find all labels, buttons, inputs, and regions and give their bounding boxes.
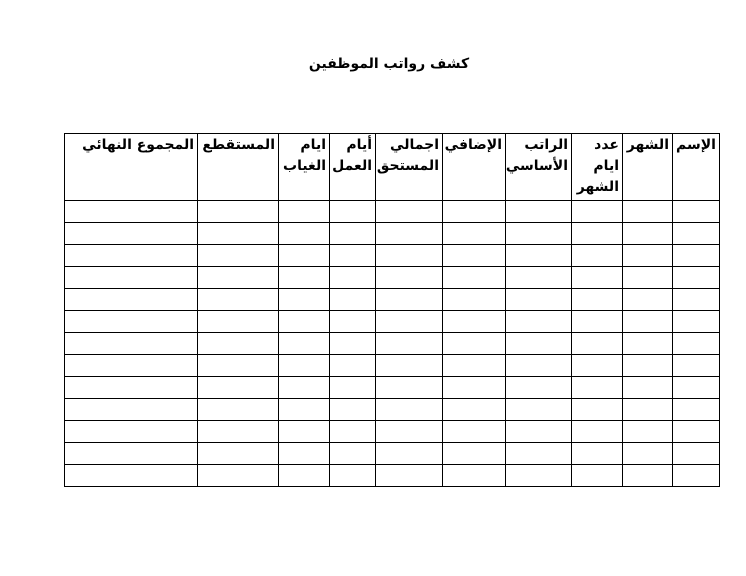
table-cell[interactable]: [65, 399, 198, 421]
table-cell[interactable]: [198, 421, 279, 443]
header-row: [65, 134, 720, 201]
table-cell[interactable]: [198, 355, 279, 377]
table-cell[interactable]: [443, 399, 506, 421]
table-cell[interactable]: [279, 465, 330, 487]
table-cell[interactable]: [376, 421, 443, 443]
table-cell[interactable]: [279, 223, 330, 245]
table-cell[interactable]: [623, 355, 673, 377]
table-cell[interactable]: [376, 289, 443, 311]
header-line: اجمالي: [390, 137, 439, 153]
header-line: أيام: [346, 137, 372, 153]
column-header-total-due: [376, 134, 443, 201]
table-cell[interactable]: [572, 223, 623, 245]
table-cell[interactable]: [65, 333, 198, 355]
table-cell[interactable]: [572, 201, 623, 223]
table-cell[interactable]: [623, 245, 673, 267]
table-cell[interactable]: [443, 311, 506, 333]
table-cell[interactable]: [572, 355, 623, 377]
table-cell[interactable]: [623, 443, 673, 465]
table-cell[interactable]: [279, 289, 330, 311]
table-cell[interactable]: [623, 399, 673, 421]
column-header-days-in-month: [572, 134, 623, 201]
table-cell[interactable]: [443, 333, 506, 355]
table-cell[interactable]: [279, 355, 330, 377]
table-row: [65, 267, 720, 289]
table-cell[interactable]: [330, 333, 376, 355]
table-cell[interactable]: [65, 443, 198, 465]
table-row: [65, 465, 720, 487]
table-cell[interactable]: [65, 311, 198, 333]
table-cell[interactable]: [330, 399, 376, 421]
table-cell[interactable]: [623, 377, 673, 399]
header-line: المجموع النهائي: [82, 137, 194, 153]
table-cell[interactable]: [376, 377, 443, 399]
table-cell[interactable]: [376, 201, 443, 223]
table-cell[interactable]: [506, 289, 572, 311]
table-cell[interactable]: [376, 399, 443, 421]
table-cell[interactable]: [198, 267, 279, 289]
table-cell[interactable]: [198, 465, 279, 487]
table-cell[interactable]: [506, 399, 572, 421]
table-cell[interactable]: [506, 223, 572, 245]
table-cell[interactable]: [673, 201, 720, 223]
column-header-month: [623, 134, 673, 201]
table-cell[interactable]: [279, 311, 330, 333]
table-cell[interactable]: [506, 421, 572, 443]
table-cell[interactable]: [376, 267, 443, 289]
table-cell[interactable]: [623, 289, 673, 311]
table-row: [65, 421, 720, 443]
table-cell[interactable]: [673, 377, 720, 399]
table-cell[interactable]: [330, 289, 376, 311]
table-cell[interactable]: [623, 223, 673, 245]
header-line: الشهر: [576, 179, 619, 195]
table-cell[interactable]: [330, 267, 376, 289]
table-cell[interactable]: [330, 311, 376, 333]
table-cell[interactable]: [198, 333, 279, 355]
header-line: الشهر: [626, 137, 669, 153]
table-cell[interactable]: [443, 465, 506, 487]
table-cell[interactable]: [198, 223, 279, 245]
table-cell[interactable]: [65, 201, 198, 223]
table-cell[interactable]: [65, 377, 198, 399]
table-row: [65, 333, 720, 355]
header-line: ايام: [300, 137, 326, 153]
table-cell[interactable]: [376, 333, 443, 355]
table-cell[interactable]: [443, 377, 506, 399]
table-cell[interactable]: [330, 421, 376, 443]
table-cell[interactable]: [198, 245, 279, 267]
table-body: [65, 201, 720, 487]
table-cell[interactable]: [443, 245, 506, 267]
table-row: [65, 223, 720, 245]
table-cell[interactable]: [673, 355, 720, 377]
table-cell[interactable]: [65, 267, 198, 289]
table-cell[interactable]: [198, 289, 279, 311]
table-cell[interactable]: [572, 377, 623, 399]
table-cell[interactable]: [506, 245, 572, 267]
table-cell[interactable]: [673, 421, 720, 443]
table-cell[interactable]: [330, 443, 376, 465]
table-cell[interactable]: [279, 443, 330, 465]
table-cell[interactable]: [279, 333, 330, 355]
table-row: [65, 245, 720, 267]
table-cell[interactable]: [506, 465, 572, 487]
table-cell[interactable]: [330, 223, 376, 245]
table-cell[interactable]: [572, 443, 623, 465]
table-cell[interactable]: [330, 355, 376, 377]
table-cell[interactable]: [443, 355, 506, 377]
table-cell[interactable]: [572, 245, 623, 267]
table-cell[interactable]: [443, 201, 506, 223]
page-title: كشف رواتب الموظفين: [308, 56, 470, 72]
table-cell[interactable]: [506, 311, 572, 333]
table-cell[interactable]: [673, 311, 720, 333]
table-cell[interactable]: [65, 421, 198, 443]
table-cell[interactable]: [572, 267, 623, 289]
table-cell[interactable]: [198, 311, 279, 333]
table-row: [65, 443, 720, 465]
table-cell[interactable]: [506, 267, 572, 289]
table-cell[interactable]: [443, 443, 506, 465]
table-cell[interactable]: [279, 421, 330, 443]
table-cell[interactable]: [506, 443, 572, 465]
column-header-deduction: [198, 134, 279, 201]
table-cell[interactable]: [506, 355, 572, 377]
column-header-absence-days: [279, 134, 330, 201]
table-cell[interactable]: [673, 267, 720, 289]
table-cell[interactable]: [279, 399, 330, 421]
table-cell[interactable]: [623, 311, 673, 333]
table-cell[interactable]: [376, 465, 443, 487]
header-line: المستقطع: [202, 137, 275, 153]
table-cell[interactable]: [623, 465, 673, 487]
table-cell[interactable]: [443, 421, 506, 443]
table-cell[interactable]: [279, 201, 330, 223]
table-row: [65, 355, 720, 377]
table-cell[interactable]: [65, 223, 198, 245]
table-cell[interactable]: [443, 289, 506, 311]
table-cell[interactable]: [279, 377, 330, 399]
table-cell[interactable]: [198, 377, 279, 399]
header-line: الغياب: [283, 158, 326, 174]
header-line: الإسم: [676, 137, 716, 153]
table-cell[interactable]: [572, 399, 623, 421]
header-line: الإضافي: [444, 137, 502, 153]
table-cell[interactable]: [330, 201, 376, 223]
table-cell[interactable]: [330, 245, 376, 267]
table-cell[interactable]: [376, 245, 443, 267]
header-line: الراتب: [524, 137, 568, 153]
header-line: عدد: [594, 137, 619, 153]
header-line: الأساسي: [505, 158, 568, 174]
table-cell[interactable]: [506, 333, 572, 355]
table-cell[interactable]: [279, 267, 330, 289]
table-cell[interactable]: [623, 201, 673, 223]
table-row: [65, 289, 720, 311]
header-line: المستحق: [376, 158, 439, 174]
table-cell[interactable]: [376, 311, 443, 333]
payroll-table: [64, 133, 720, 487]
table-cell[interactable]: [65, 289, 198, 311]
table-cell[interactable]: [506, 201, 572, 223]
table-cell[interactable]: [623, 333, 673, 355]
table-cell[interactable]: [673, 245, 720, 267]
table-cell[interactable]: [673, 399, 720, 421]
table-cell[interactable]: [330, 377, 376, 399]
table-cell[interactable]: [279, 245, 330, 267]
table-cell[interactable]: [65, 355, 198, 377]
table-cell[interactable]: [330, 465, 376, 487]
column-header-basic-salary: [506, 134, 572, 201]
table-cell[interactable]: [443, 267, 506, 289]
table-row: [65, 311, 720, 333]
header-line: ايام: [593, 158, 619, 174]
table-cell[interactable]: [673, 443, 720, 465]
table-cell[interactable]: [376, 443, 443, 465]
table-cell[interactable]: [198, 399, 279, 421]
table-row: [65, 399, 720, 421]
table-cell[interactable]: [198, 443, 279, 465]
table-cell[interactable]: [65, 465, 198, 487]
table-cell[interactable]: [198, 201, 279, 223]
table-cell[interactable]: [673, 289, 720, 311]
header-line: العمل: [332, 158, 372, 174]
table-cell[interactable]: [673, 333, 720, 355]
table-cell[interactable]: [572, 311, 623, 333]
table-cell[interactable]: [673, 465, 720, 487]
table-cell[interactable]: [376, 355, 443, 377]
column-header-name: [673, 134, 720, 201]
table-cell[interactable]: [673, 223, 720, 245]
table-cell[interactable]: [376, 223, 443, 245]
table-cell[interactable]: [623, 421, 673, 443]
table-cell[interactable]: [623, 267, 673, 289]
table-cell[interactable]: [572, 421, 623, 443]
table-cell[interactable]: [443, 223, 506, 245]
table-cell[interactable]: [572, 465, 623, 487]
column-header-overtime: [443, 134, 506, 201]
table-cell[interactable]: [506, 377, 572, 399]
table-row: [65, 377, 720, 399]
table-cell[interactable]: [572, 333, 623, 355]
table-cell[interactable]: [65, 245, 198, 267]
column-header-work-days: [330, 134, 376, 201]
table-row: [65, 201, 720, 223]
column-header-final-total: [65, 134, 198, 201]
table-cell[interactable]: [572, 289, 623, 311]
